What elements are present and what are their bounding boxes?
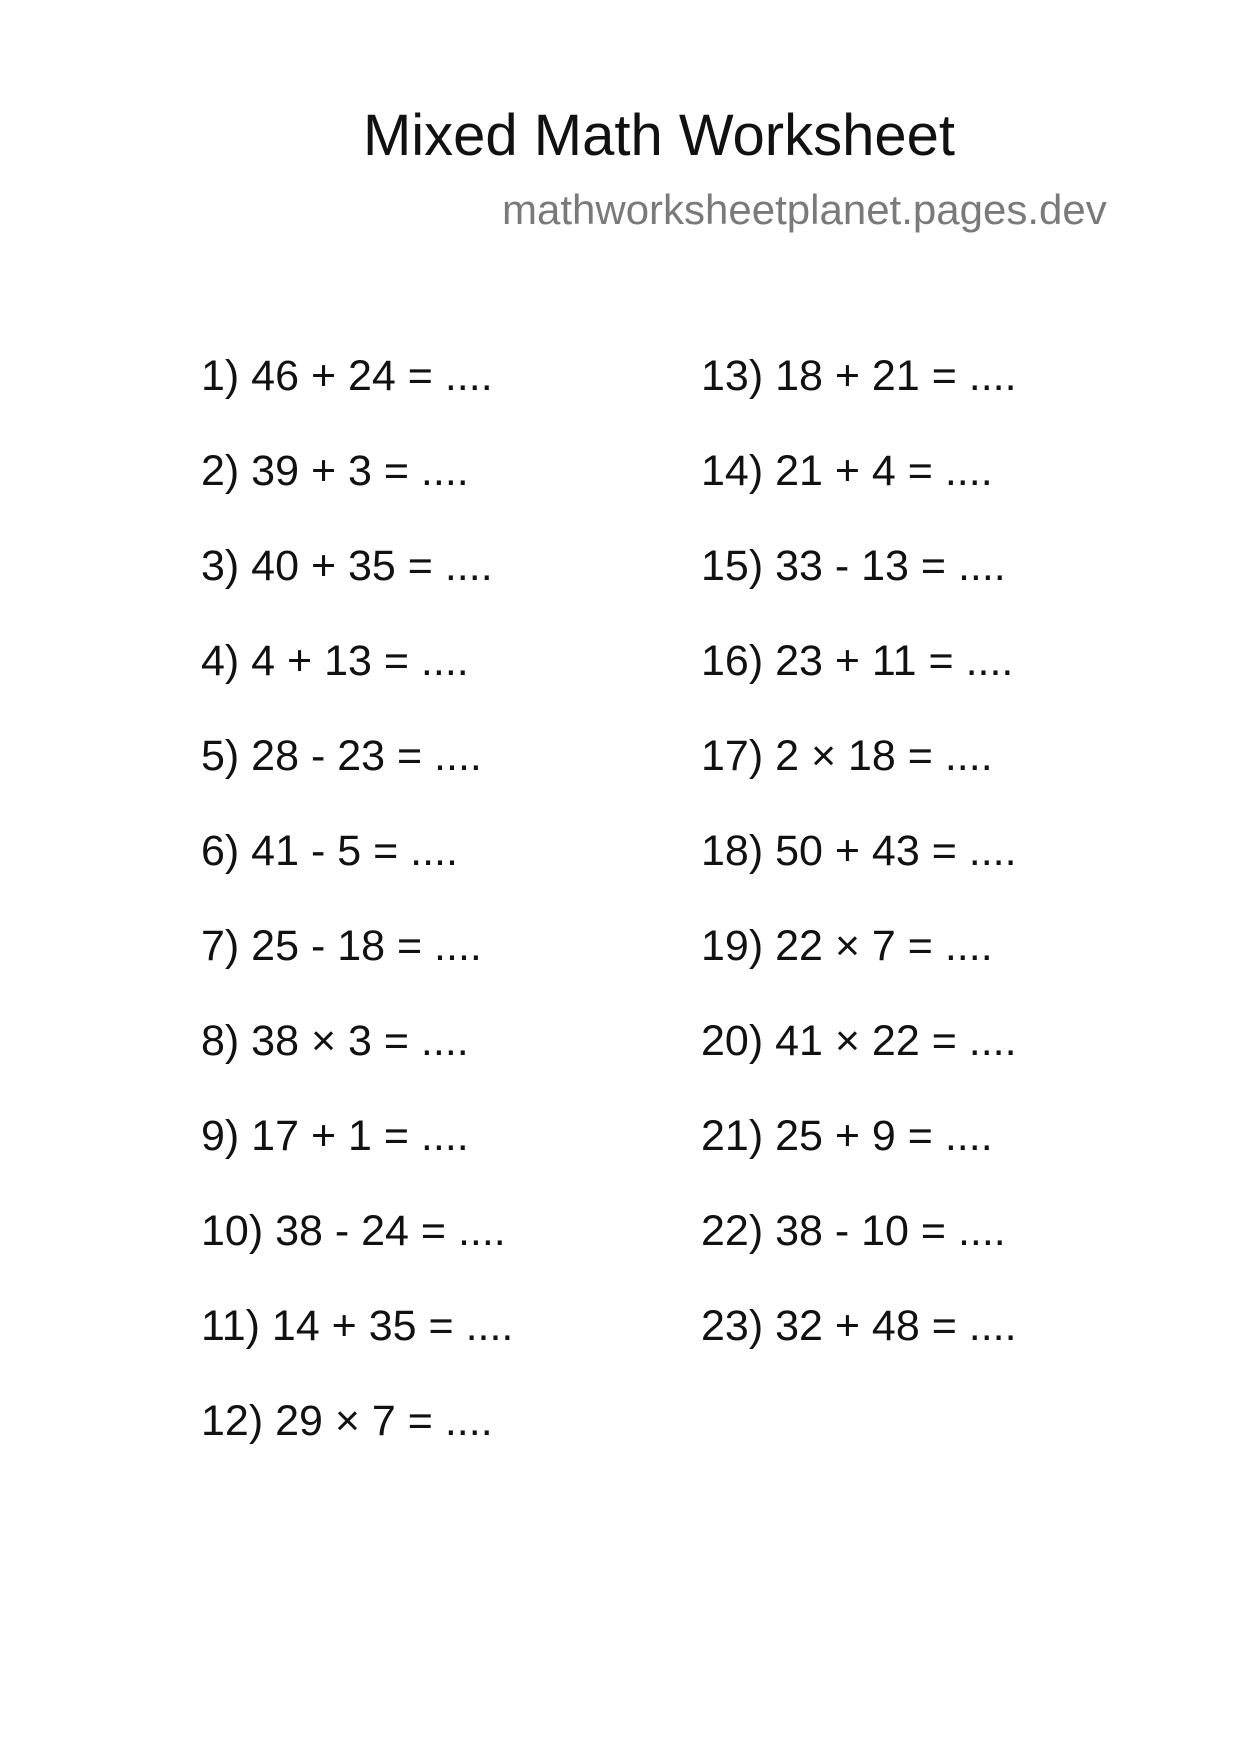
problem-1: 1) 46 + 24 = ....	[201, 352, 493, 400]
problem-column-left	[201, 348, 513, 1488]
problem-5: 5) 28 - 23 = ....	[201, 732, 482, 780]
problem-column-right	[701, 348, 1017, 1393]
problem-19: 19) 22 × 7 = ....	[701, 922, 993, 970]
problem-3: 3) 40 + 35 = ....	[201, 542, 493, 590]
problem-10: 10) 38 - 24 = ....	[201, 1207, 506, 1255]
problem-4: 4) 4 + 13 = ....	[201, 637, 469, 685]
problem-20: 20) 41 × 22 = ....	[701, 1017, 1017, 1065]
problem-18: 18) 50 + 43 = ....	[701, 827, 1017, 875]
problem-15: 15) 33 - 13 = ....	[701, 542, 1006, 590]
problem-16: 16) 23 + 11 = ....	[701, 637, 1014, 685]
problem-8: 8) 38 × 3 = ....	[201, 1017, 469, 1065]
problem-13: 13) 18 + 21 = ....	[701, 352, 1017, 400]
problem-21: 21) 25 + 9 = ....	[701, 1112, 993, 1160]
source-url: mathworksheetplanet.pages.dev	[502, 186, 1107, 233]
problem-14: 14) 21 + 4 = ....	[701, 447, 993, 495]
problem-22: 22) 38 - 10 = ....	[701, 1207, 1006, 1255]
problem-9: 9) 17 + 1 = ....	[201, 1112, 469, 1160]
problem-2: 2) 39 + 3 = ....	[201, 447, 469, 495]
problem-17: 17) 2 × 18 = ....	[701, 732, 993, 780]
problem-7: 7) 25 - 18 = ....	[201, 922, 482, 970]
problem-6: 6) 41 - 5 = ....	[201, 827, 458, 875]
problem-12: 12) 29 × 7 = ....	[201, 1397, 493, 1445]
worksheet-title: Mixed Math Worksheet	[362, 103, 956, 168]
problem-23: 23) 32 + 48 = ....	[701, 1302, 1017, 1350]
problem-11: 11) 14 + 35 = ....	[201, 1302, 514, 1350]
